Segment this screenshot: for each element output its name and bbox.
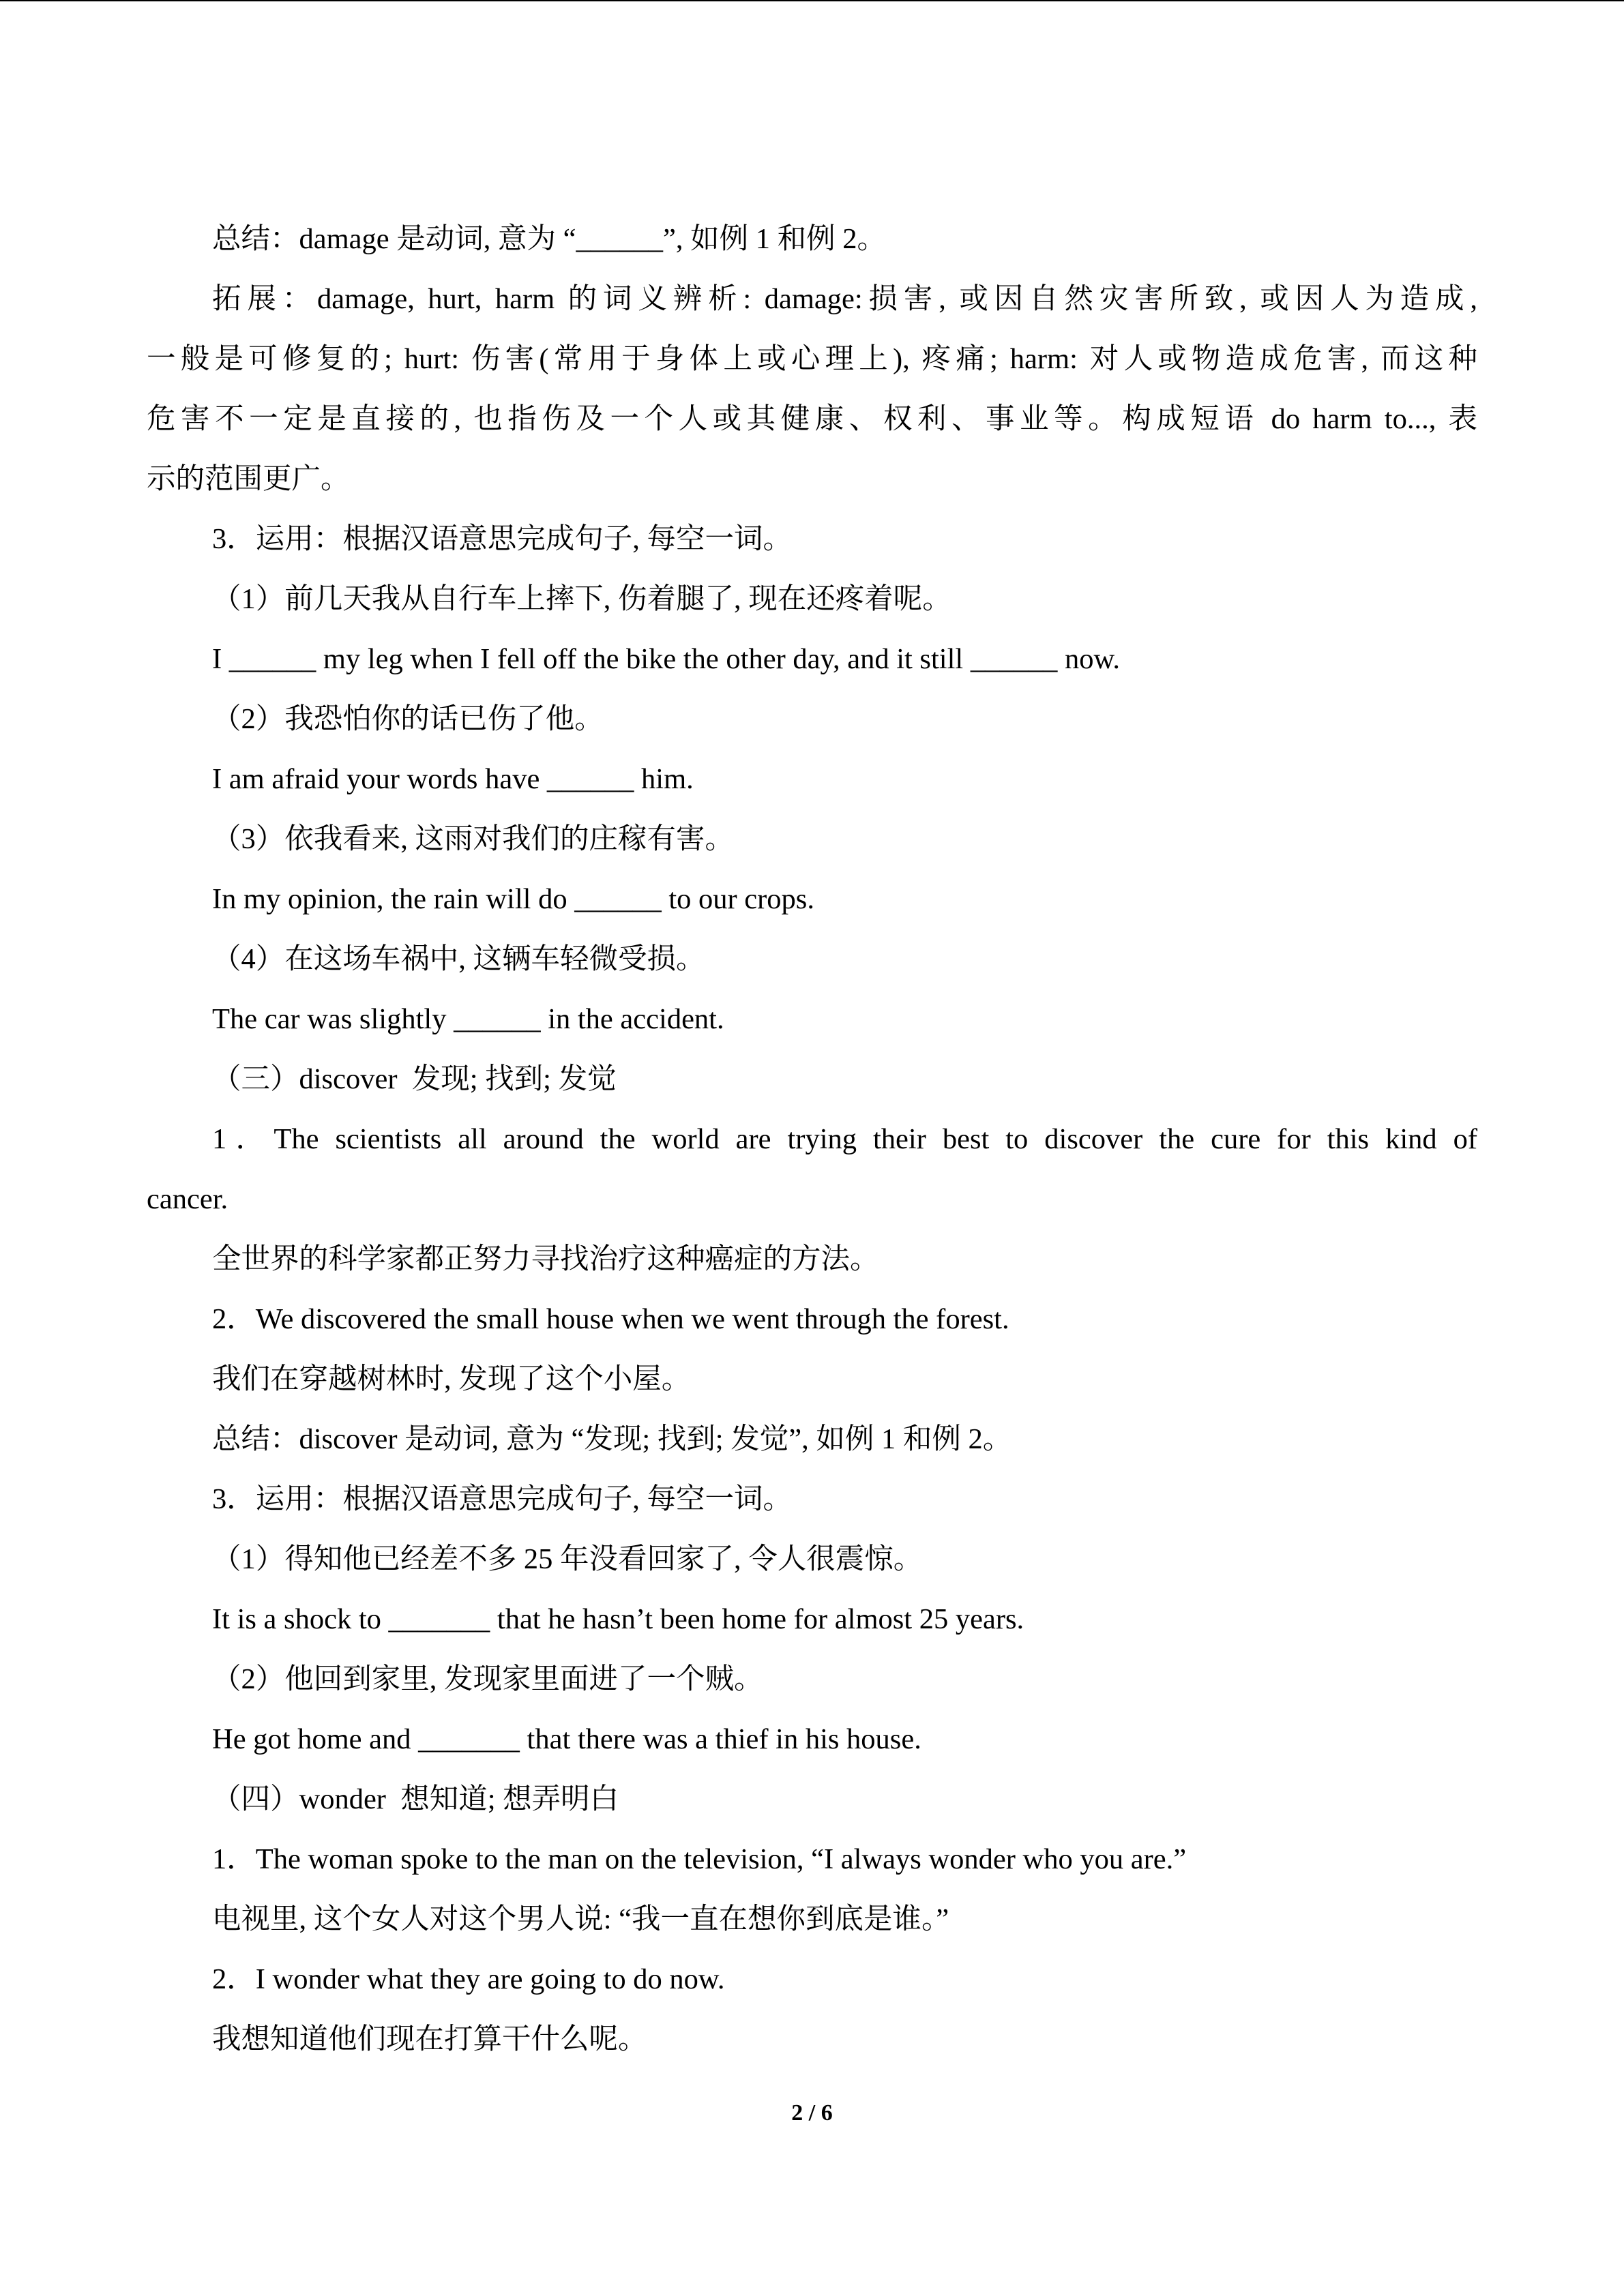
text-line: 总结：discover 是动词, 意为 “发现; 找到; 发觉”, 如例 1 和例 2。 <box>212 1423 1012 1455</box>
text-line: 1．The woman spoke to the man on the television, “I always wonder who you are.” <box>212 1843 1187 1875</box>
text-line: （4）在这场车祸中, 这辆车轻微受损。 <box>212 943 705 975</box>
text-line: （3）依我看来, 这雨对我们的庄稼有害。 <box>212 823 735 855</box>
text-line: 3．运用：根据汉语意思完成句子, 每空一词。 <box>212 523 793 555</box>
text-line: I ______ my leg when I fell off the bike the other day, and it still ______ now. <box>212 643 1121 675</box>
page-number: 2 / 6 <box>791 2100 833 2126</box>
text-line: （2）我恐怕你的话已伤了他。 <box>212 703 604 735</box>
text-line: It is a shock to _______ that he hasn’t been home for almost 25 years. <box>212 1603 1024 1635</box>
text-line: 2．I wonder what they are going to do now. <box>212 1963 725 1995</box>
text-line: 危害不一定是直接的, 也指伤及一个人或其健康、权利、事业等。构成短语 do harm to..., 表 <box>147 403 1477 435</box>
text-line: cancer. <box>147 1183 228 1215</box>
document-body <box>147 209 1477 2070</box>
text-line: （1）前几天我从自行车上摔下, 伤着腿了, 现在还疼着呢。 <box>212 583 951 615</box>
section-heading: （四）wonder 想知道; 想弄明白 <box>212 1783 619 1815</box>
text-line: He got home and _______ that there was a thief in his house. <box>212 1723 921 1755</box>
text-line: 拓展：damage, hurt, harm 的词义辨析: damage:损害, 或因自然灾害所致, 或因人为造成, <box>212 283 1477 315</box>
text-line: 总结：damage 是动词, 意为 “______”, 如例 1 和例 2。 <box>212 223 887 255</box>
text-line: 全世界的科学家都正努力寻找治疗这种癌症的方法。 <box>212 1243 879 1275</box>
text-line: 3．运用：根据汉语意思完成句子, 每空一词。 <box>212 1483 793 1515</box>
text-line: 2．We discovered the small house when we went through the forest. <box>212 1303 1009 1335</box>
text-line: 我们在穿越树林时, 发现了这个小屋。 <box>212 1363 691 1395</box>
text-line: 示的范围更广。 <box>147 463 350 495</box>
text-line: I am afraid your words have ______ him. <box>212 763 694 795</box>
text-line: 我想知道他们现在打算干什么呢。 <box>212 2023 647 2055</box>
text-line: （1）得知他已经差不多 25 年没看回家了, 令人很震惊。 <box>212 1543 923 1575</box>
text-line: In my opinion, the rain will do ______ to our crops. <box>212 883 814 915</box>
text-line: The car was slightly ______ in the accident. <box>212 1003 724 1035</box>
text-line: 电视里, 这个女人对这个男人说: “我一直在想你到底是谁。” <box>212 1903 949 1935</box>
text-line: （2）他回到家里, 发现家里面进了一个贼。 <box>212 1663 763 1695</box>
text-line: 1．The scientists all around the world are trying their best to discover the cure for this kind of <box>212 1123 1477 1155</box>
section-heading: （三）discover 发现; 找到; 发觉 <box>212 1063 617 1095</box>
text-line: 一般是可修复的; hurt: 伤害(常用于身体上或心理上), 疼痛; harm: 对人或物造成危害, 而这种 <box>147 343 1477 375</box>
